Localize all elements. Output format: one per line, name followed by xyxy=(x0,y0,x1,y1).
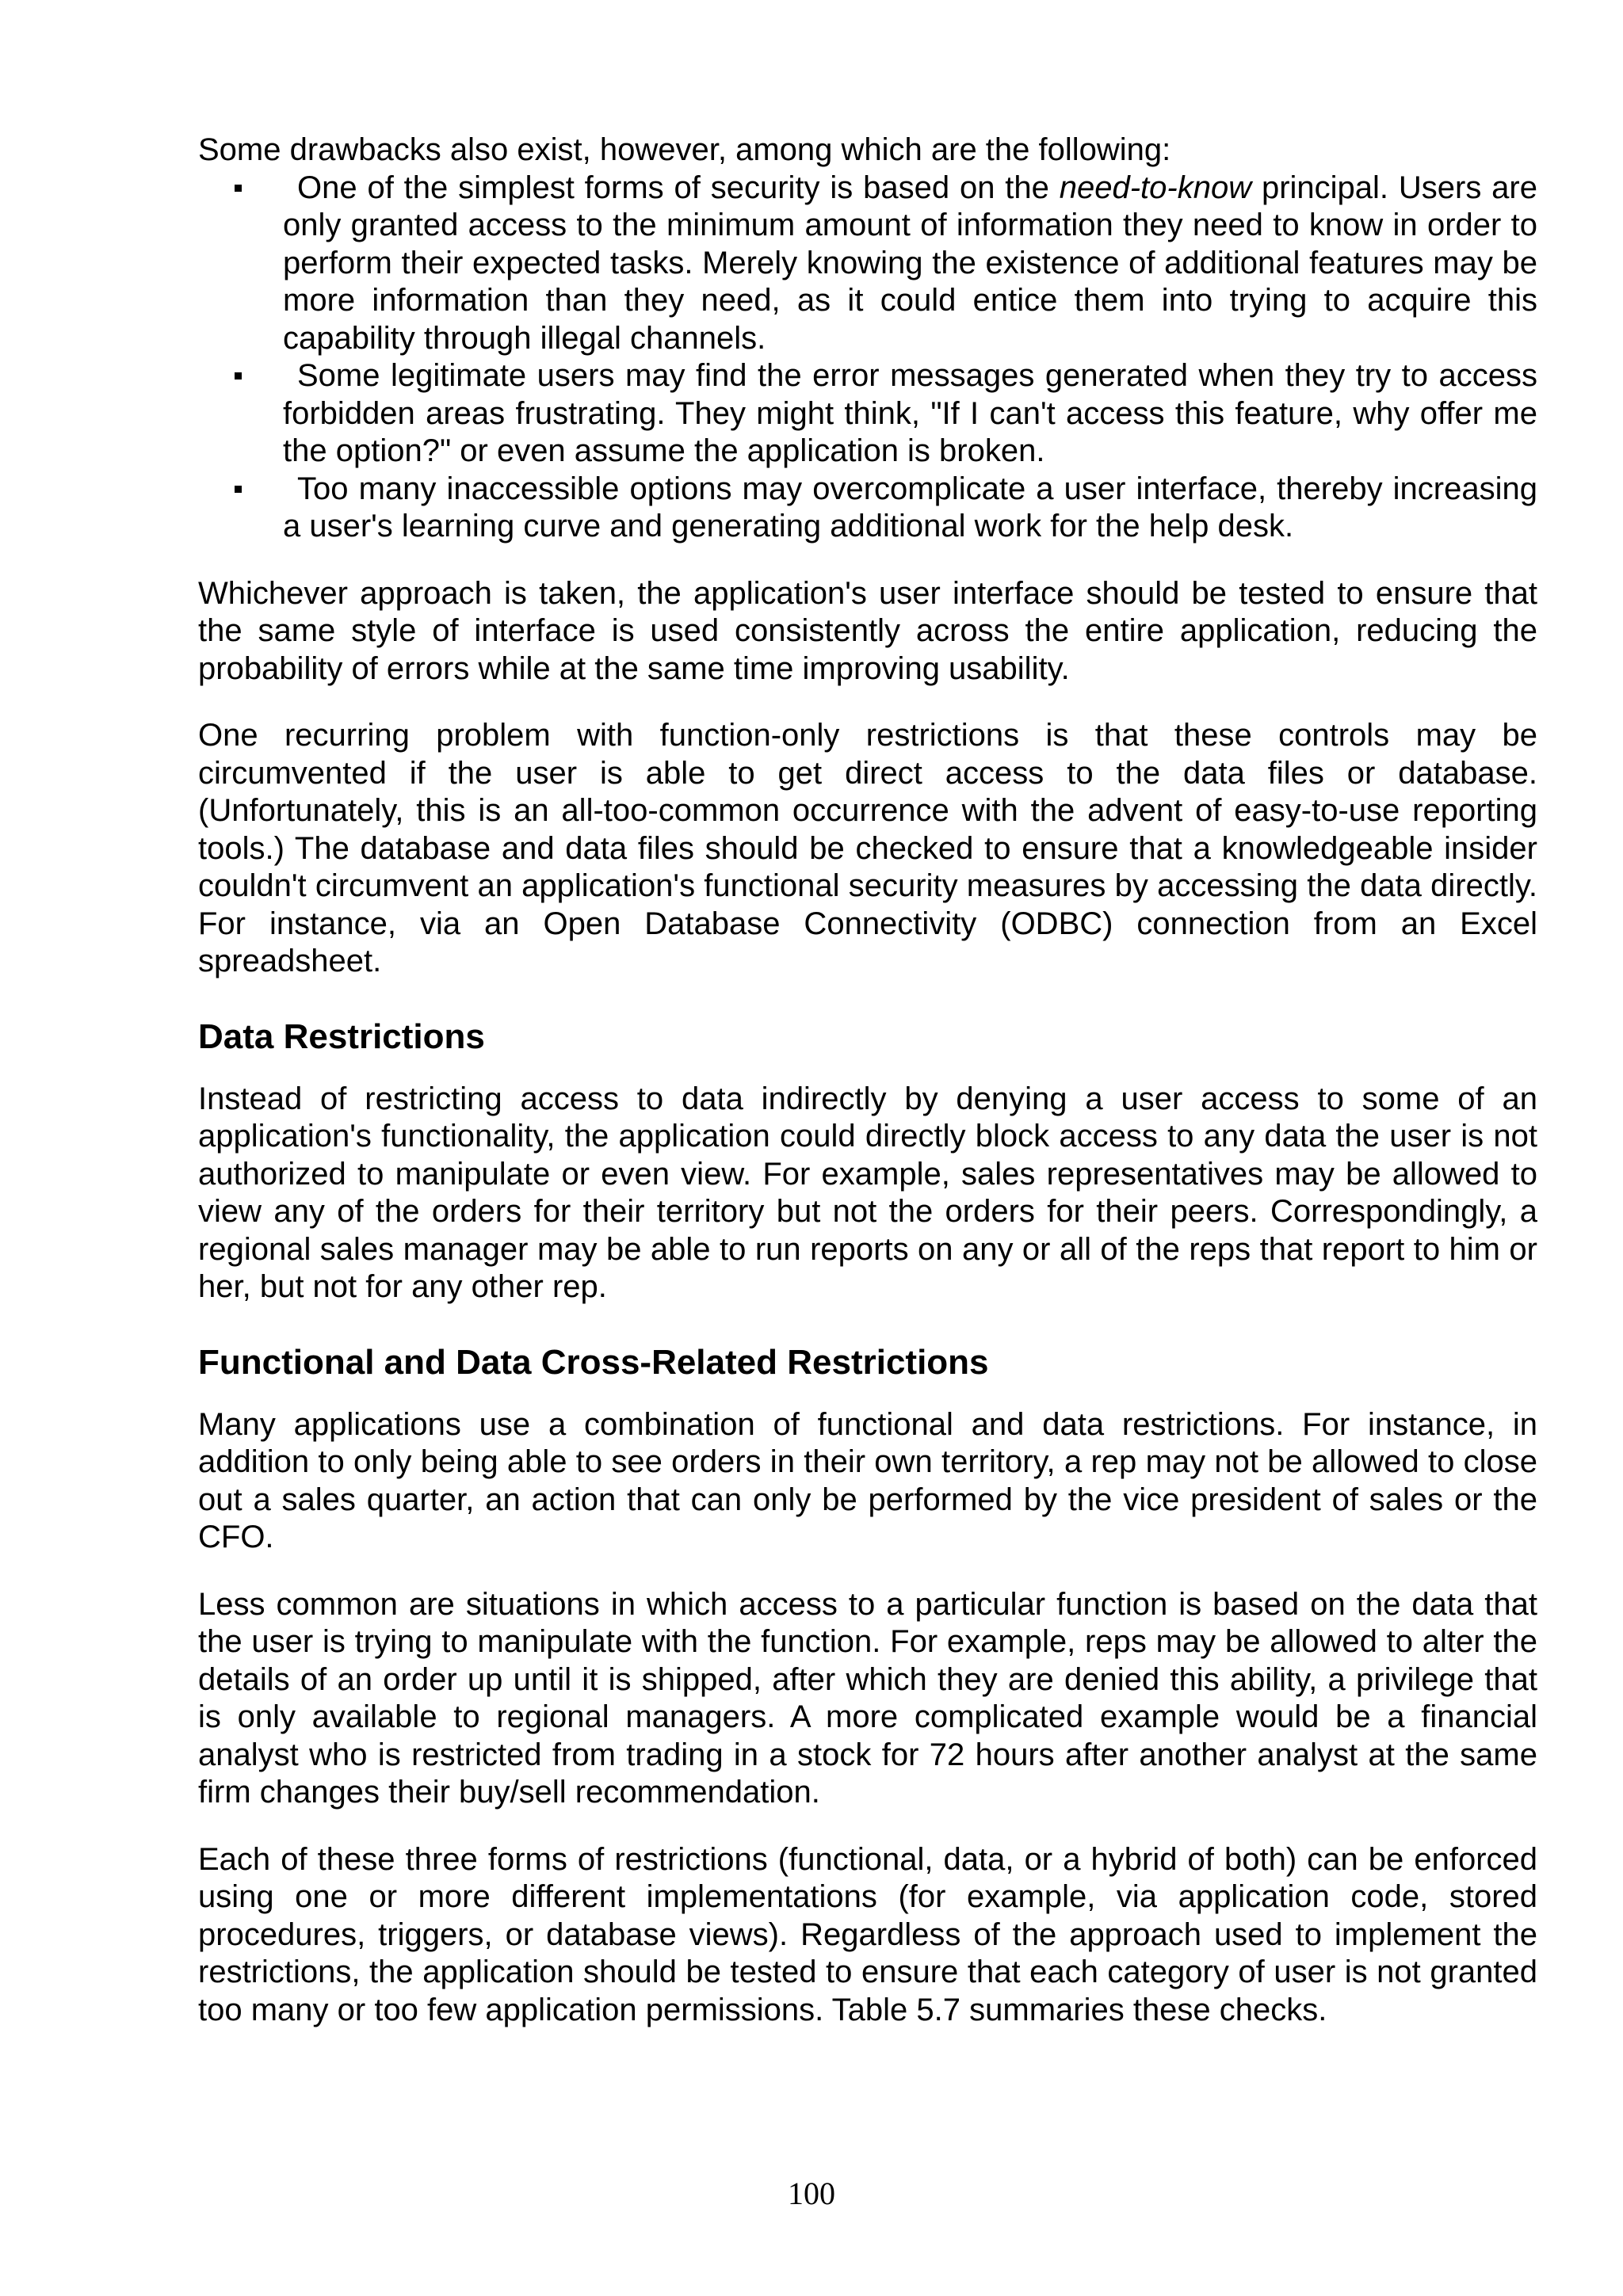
paragraph-data-restrictions: Instead of restricting access to data indirectly by denying a user access to some of an application's functionality, the application could directly block access to any data the user is not authorized to manipulate or even view. For example, sales representatives may be allowed to view any of the orders for their territory but not the orders for their peers. Correspondingly, a regional sales manager may be able to run reports on any or all of the reps that report to him or her, but not for any other rep. xyxy=(198,1081,1537,1304)
paragraph-many-applications: Many applications use a combination of functional and data restrictions. For instance, in addition to only being able to see orders in their own territory, a rep may not be allowed to close out a sales quarter, an action that can only be performed by the vice president of sales or the CFO. xyxy=(198,1406,1537,1554)
bullet-text-post: principal. Users are only granted access to the minimum amount of information they need to know in order to perform their expected tasks. Merely knowing the existence of additional features may be more information than they need, as it could entice them into trying to acquire this capability through illegal channels. xyxy=(283,170,1537,356)
paragraph-less-common: Less common are situations in which access to a particular function is based on the data that the user is trying to manipulate with the function. For example, reps may be allowed to alter the details of an order up until it is shipped, after which they are denied this ability, a privilege that is only available to regional managers. A more complicated example would be a financial analyst who is restricted from trading in a stock for 72 hours after another analyst at the same firm changes their buy/sell recommendation. xyxy=(198,1586,1537,1810)
bullet-emphasis: need-to-know xyxy=(1059,170,1252,205)
bullet-text: Too many inaccessible options may overcomplicate a user interface, thereby increasing a user's learning curve and generating additional work for the help desk. xyxy=(283,471,1537,543)
paragraph-each-form: Each of these three forms of restrictions (functional, data, or a hybrid of both) can be enforced using one or more different implementations (for example, via application code, stored procedures, triggers, or database views). Regardless of the approach used to implement the restrictions, the application should be tested to ensure that each category of user is not granted too many or too few application permissions. Table 5.7 summaries these checks. xyxy=(198,1841,1537,2027)
square-bullet-icon xyxy=(235,486,242,493)
document-page xyxy=(198,132,1537,2058)
page-number: 100 xyxy=(788,2176,835,2211)
heading-data-restrictions: Data Restrictions xyxy=(198,1016,485,1056)
list-item xyxy=(198,357,1537,471)
paragraph-whichever: Whichever approach is taken, the application's user interface should be tested to ensure that the same style of interface is used consistently across the entire application, reducing the probability of errors while at the same time improving usability. xyxy=(198,575,1537,686)
intro-paragraph: Some drawbacks also exist, however, among which are the following: xyxy=(198,132,1171,167)
bullet-text: Some legitimate users may find the error messages generated when they try to access forbidden areas frustrating. They might think, "If I can't access this feature, why offer me the option?" or even assume the application is broken. xyxy=(283,358,1537,468)
paragraph-recurring: One recurring problem with function-only restrictions is that these controls may be circumvented if the user is able to get direct access to the data files or database. (Unfortunately, this is an all-too-common occurrence with the advent of easy-to-use reporting tools.) The database and data files should be checked to ensure that a knowledgeable insider couldn't circumvent an application's functional security measures by accessing the data directly. For instance, via an Open Database Connectivity (ODBC) connection from an Excel spreadsheet. xyxy=(198,718,1537,978)
square-bullet-icon xyxy=(235,185,242,192)
bullet-text-pre: One of the simplest forms of security is based on the xyxy=(297,170,1060,205)
heading-cross-related-restrictions: Functional and Data Cross-Related Restrictions xyxy=(198,1342,989,1382)
list-item xyxy=(198,170,1537,358)
drawbacks-list xyxy=(198,170,1537,546)
square-bullet-icon xyxy=(235,372,242,379)
list-item xyxy=(198,471,1537,546)
